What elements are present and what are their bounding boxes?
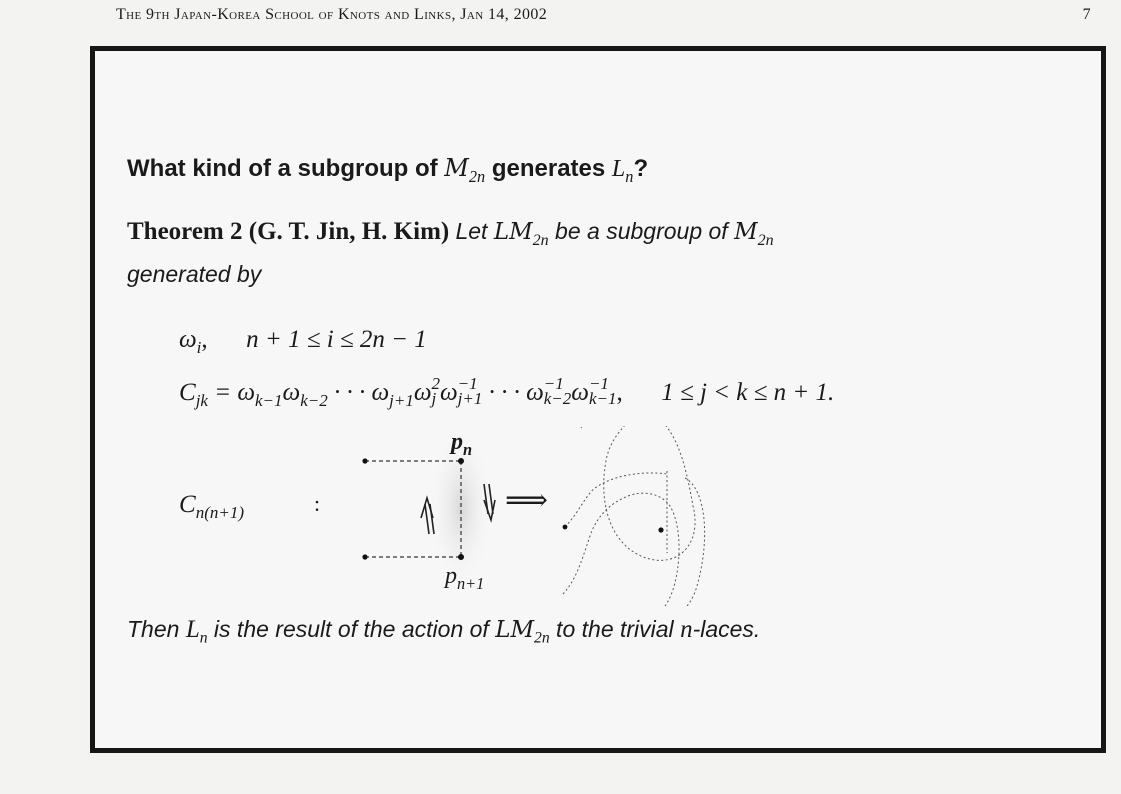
conclusion-n: n [680, 616, 693, 643]
group-subscript: 2n [468, 166, 486, 186]
theorem-text-2: be a subgroup of [548, 218, 735, 244]
cjk-eq: = ω [207, 379, 255, 406]
slide-frame [90, 46, 1106, 753]
implies-arrow: ⟹ [505, 484, 549, 517]
label-pn1-symbol: p [445, 563, 457, 589]
cjk-term1-subscript: k−1 [255, 391, 283, 410]
cjk-term4-scripts [431, 373, 440, 409]
conclusion-t1: Then [127, 616, 186, 642]
theorem-statement [127, 218, 774, 249]
bottom-left-point [362, 554, 367, 559]
target-symbol: L [611, 156, 626, 182]
subgroup-subscript: 2n [532, 232, 549, 249]
header-title: The 9th Japan-Korea School of Knots and Links, Jan 14, 2002 [116, 6, 548, 23]
conclusion-t4: -laces. [692, 616, 761, 642]
conclusion-L: L [185, 616, 200, 643]
cjk-term7-sub: k−1 [588, 389, 617, 409]
omega-comma: , [201, 326, 208, 353]
omega-subscript: i [196, 338, 202, 357]
running-header [116, 6, 1091, 30]
label-pn-subscript: n [463, 439, 473, 459]
outer-strand [563, 493, 679, 606]
cjk-term6-scripts [543, 373, 572, 409]
conclusion-symbol-subscript: 2n [534, 629, 550, 647]
conclusion-L-subscript: n [199, 629, 208, 647]
figure-colon: : [314, 491, 321, 516]
target-subscript: n [625, 166, 634, 186]
cjk-term4-sup: 2 [431, 373, 440, 393]
subgroup-symbol: LM [493, 219, 533, 245]
cjk-term3-subscript: j+1 [389, 391, 414, 410]
theorem-group-symbol: M [734, 219, 758, 245]
theorem-text-3: generated by [127, 261, 262, 287]
cjk-comma: , [616, 379, 623, 406]
omega-symbol: ω [179, 326, 197, 353]
page-number: 7 [1082, 6, 1091, 23]
group-symbol: M [444, 154, 469, 182]
theorem-group-subscript: 2n [757, 232, 774, 249]
cjk-term7: ω [571, 379, 589, 406]
conclusion-t2: is the result of the action of [207, 616, 496, 642]
cjk-term4: ω [413, 379, 432, 406]
lace-diagram [345, 426, 795, 606]
omega-range: n + 1 ≤ i ≤ 2n − 1 [246, 326, 427, 353]
label-pn-symbol: p [451, 429, 463, 455]
cjk-term5-scripts [457, 373, 483, 409]
generator-omega-line [179, 326, 427, 357]
cjk-term2-subscript: k−2 [300, 391, 328, 410]
cjk-term5: ω [439, 379, 458, 406]
cjk-lhs: C [179, 379, 196, 406]
cjk-term5-sup: −1 [457, 373, 478, 393]
cjk-term4-sub: j [431, 389, 437, 409]
question-lead: What kind of a subgroup of [127, 155, 445, 182]
generator-cjk-line [179, 373, 835, 410]
point-pn [458, 458, 464, 464]
conclusion-t3: to the trivial [549, 616, 681, 642]
point-pn-plus-1 [458, 554, 464, 560]
question-end: ? [633, 155, 649, 182]
question-heading [127, 154, 649, 186]
top-left-point [362, 458, 367, 463]
figure-lhs [179, 491, 244, 522]
right-upper-end-point [563, 525, 568, 530]
label-pn1-subscript: n+1 [457, 573, 485, 593]
right-top-point [658, 527, 663, 532]
cjk-term2: ω [282, 379, 301, 406]
figure-lhs-symbol: C [179, 491, 196, 518]
cjk-lhs-subscript: jk [195, 391, 208, 410]
conclusion-symbol: LM [495, 617, 535, 643]
figure-lhs-subscript: n(n+1) [195, 503, 244, 522]
question-mid: generates [485, 155, 612, 182]
theorem-text-1: Let [455, 218, 494, 244]
cjk-term6-sup: −1 [543, 373, 564, 393]
cjk-range: 1 ≤ j < k ≤ n + 1. [661, 379, 835, 406]
label-pn-plus-1 [445, 563, 485, 593]
cjk-term7-scripts [588, 373, 617, 409]
cjk-term7-sup: −1 [588, 373, 609, 393]
cjk-term6-sub: k−2 [543, 389, 572, 409]
label-pn [451, 429, 473, 459]
upper-strand [565, 473, 667, 527]
cjk-dots-2: · · · ω [482, 379, 544, 406]
theorem-label: Theorem 2 (G. T. Jin, H. Kim) [127, 218, 450, 245]
cjk-dots-1: · · · ω [327, 379, 390, 406]
cjk-term5-sub: j+1 [457, 389, 483, 409]
conclusion [127, 616, 761, 647]
